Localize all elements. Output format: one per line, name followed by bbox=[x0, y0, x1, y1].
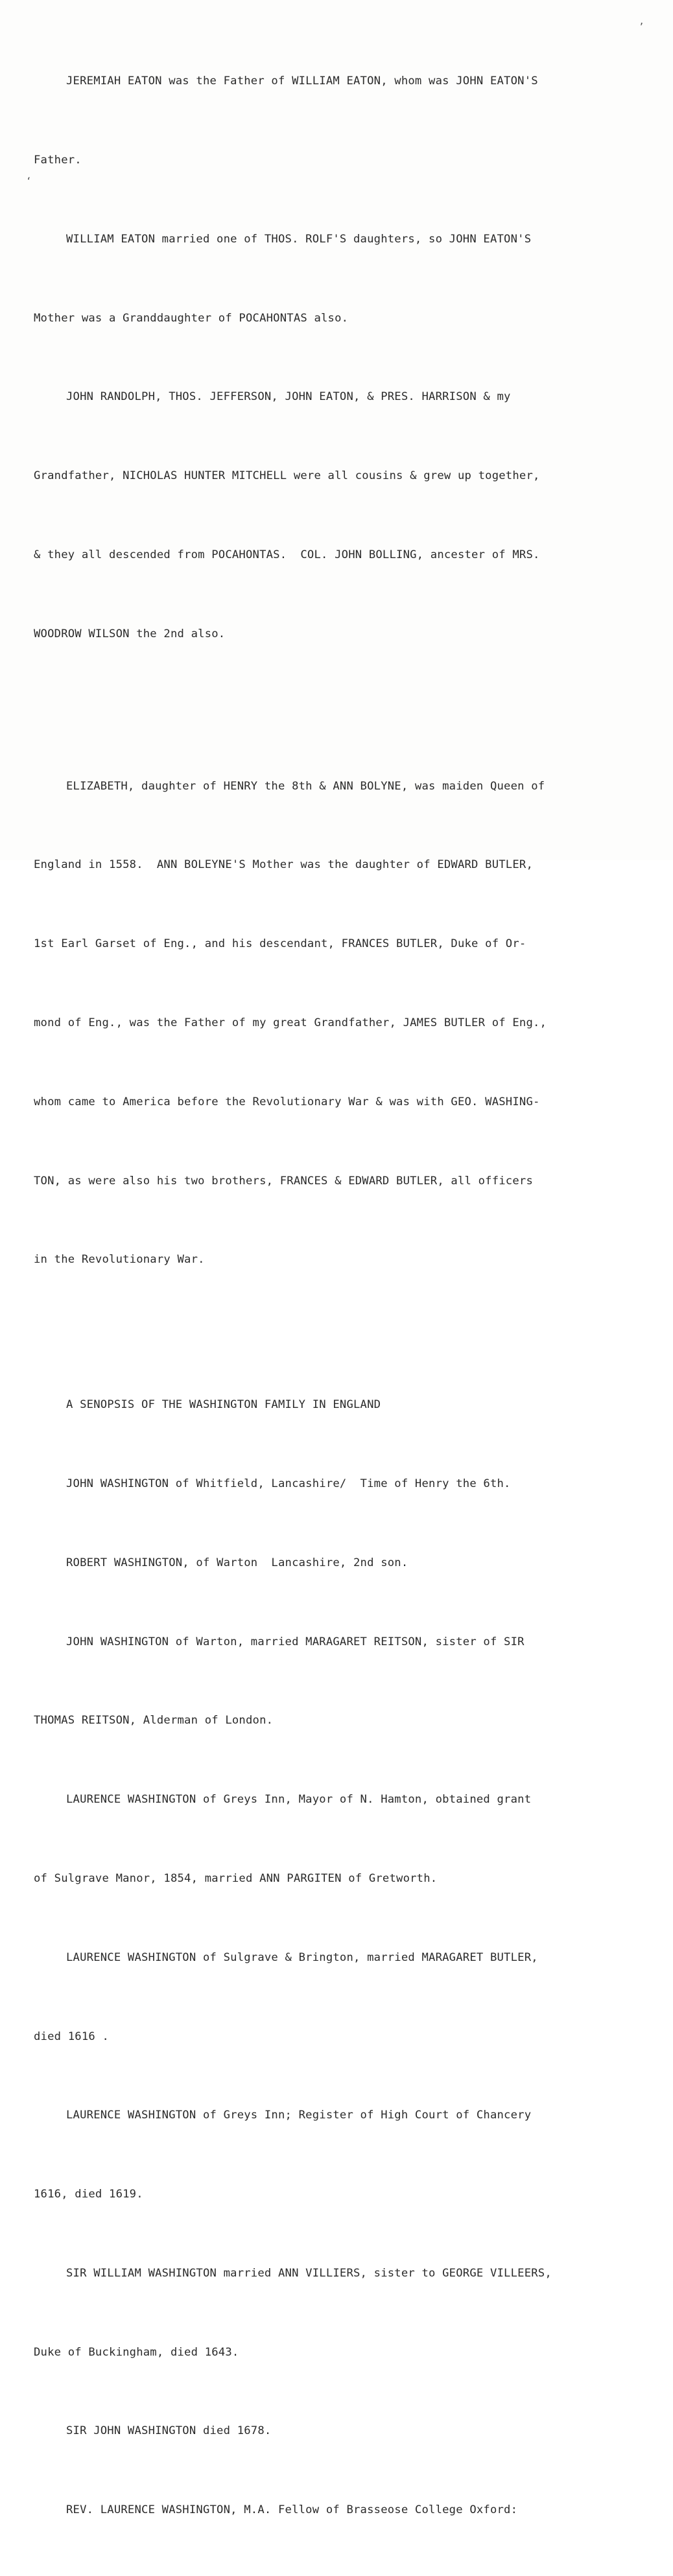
text-line: THOMAS REITSON, Alderman of London. bbox=[34, 1714, 274, 1727]
text-line: ROBERT WASHINGTON, of Warton Lancashire, 2nd son. bbox=[66, 1556, 408, 1569]
text-line: Mother was a Granddaughter of POCAHONTAS also. bbox=[34, 311, 349, 325]
text-line: LAURENCE WASHINGTON of Greys Inn; Register of High Court of Chancery bbox=[66, 2109, 532, 2122]
text-line: JOHN WASHINGTON of Warton, married MARAGARET REITSON, sister of SIR bbox=[66, 1635, 525, 1648]
text-line: died 1616 . bbox=[34, 2030, 110, 2043]
text-line: LAURENCE WASHINGTON of Sulgrave & Brington, married MARAGARET BUTLER, bbox=[66, 1950, 538, 1964]
text-line: whom came to America before the Revolutionary War & was with GEO. WASHING- bbox=[34, 1095, 540, 1108]
paragraph-gap bbox=[34, 1326, 630, 1339]
text-line: Duke of Buckingham, died 1643. bbox=[34, 2345, 239, 2359]
text-line: JOHN RANDOLPH, THOS. JEFFERSON, JOHN EATON, & PRES. HARRISON & my bbox=[66, 390, 511, 404]
stray-mark: ‘ bbox=[26, 176, 32, 187]
text-line: JOHN WASHINGTON of Whitfield, Lancashire/ Time of Henry the 6th. bbox=[66, 1477, 511, 1491]
paragraph-gap bbox=[34, 699, 630, 720]
text-line: in the Revolutionary War. bbox=[34, 1253, 205, 1267]
text-line: REV. LAURENCE WASHINGTON, M.A. Fellow of Brasseose College Oxford: bbox=[66, 2503, 518, 2517]
text-line: ELIZABETH, daughter of HENRY the 8th & ANN BOLYNE, was maiden Queen of bbox=[66, 779, 545, 793]
text-line: mond of Eng., was the Father of my great Grandfather, JAMES BUTLER of Eng., bbox=[34, 1016, 547, 1029]
text-line: Grandfather, NICHOLAS HUNTER MITCHELL were all cousins & grew up together, bbox=[34, 469, 540, 483]
text-line: & they all descended from POCAHONTAS. COL. JOHN BOLLING, ancester of MRS. bbox=[34, 548, 540, 561]
text-line: LAURENCE WASHINGTON of Greys Inn, Mayor of N. Hamton, obtained grant bbox=[66, 1793, 532, 1807]
text-line: SIR WILLIAM WASHINGTON married ANN VILLIERS, sister to GEORGE VILLEERS, bbox=[66, 2266, 552, 2280]
stray-mark: ’ bbox=[639, 22, 644, 32]
typewritten-text bbox=[34, 16, 630, 2576]
text-line: of Sulgrave Manor, 1854, married ANN PARGITEN of Gretworth. bbox=[34, 1871, 438, 1885]
text-line: WOODROW WILSON the 2nd also. bbox=[34, 627, 226, 640]
text-line: WILLIAM EATON married one of THOS. ROLF'S daughters, so JOHN EATON'S bbox=[66, 232, 532, 246]
text-line: Father. bbox=[34, 153, 82, 167]
text-line: TON, as were also his two brothers, FRANCES & EDWARD BUTLER, all officers bbox=[34, 1174, 533, 1188]
section-heading: A SENOPSIS OF THE WASHINGTON FAMILY IN ENGLAND bbox=[66, 1398, 381, 1412]
text-line: SIR JOHN WASHINGTON died 1678. bbox=[66, 2424, 272, 2438]
text-line: 1st Earl Garset of Eng., and his descendant, FRANCES BUTLER, Duke of Or- bbox=[34, 937, 526, 951]
text-line: JEREMIAH EATON was the Father of WILLIAM EATON, whom was JOHN EATON'S bbox=[66, 75, 538, 88]
text-line: 1616, died 1619. bbox=[34, 2188, 143, 2201]
text-line: England in 1558. ANN BOLEYNE'S Mother was the daughter of EDWARD BUTLER, bbox=[34, 858, 533, 872]
